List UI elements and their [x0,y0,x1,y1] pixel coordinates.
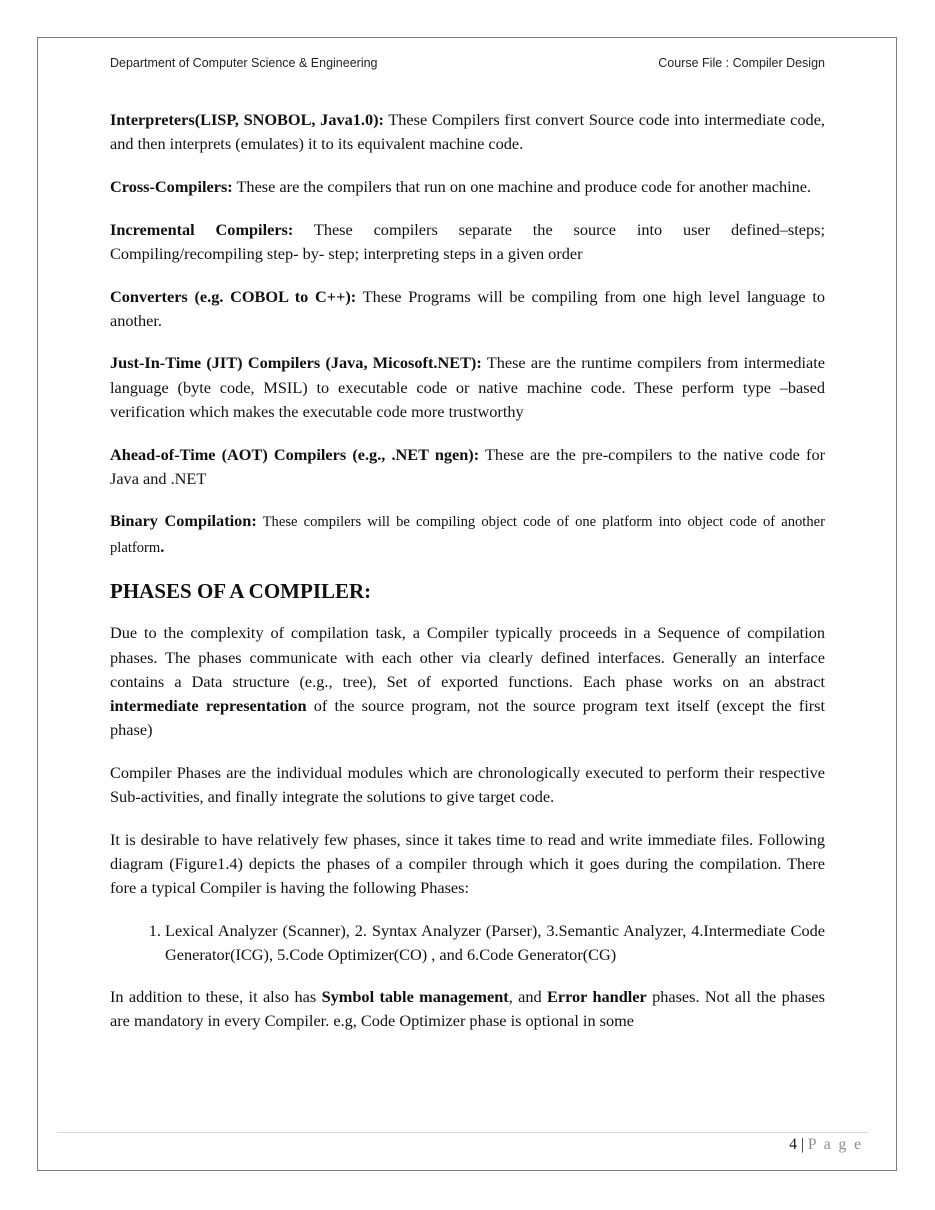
paragraph-additional [110,985,825,1033]
additional-bold-error-handler: Error handler [547,987,647,1007]
phases-intro-part1: Due to the complexity of compilation task, a Compiler typically proceeds in a Sequence of compilation phases. The phases communicate with each other via clearly defined interfaces. Generally an interface contains a Data structure (e.g., tree), Set of exported functions. Each phase works on an abstract [110,623,825,691]
text-interpreters: These Compilers first convert Source code into intermediate code, and then interprets (emulates) it to its equivalent machine code. [110,110,825,154]
page-number [789,1136,863,1154]
additional-bold-symbol-table: Symbol table management [321,987,509,1007]
paragraph-phases-definition: Compiler Phases are the individual modules which are chronologically executed to perform their respective Sub-activities, and finally integrate the solutions to give target code. [110,762,825,807]
footer-divider [57,1132,869,1133]
additional-part3: phases. Not all the phases are mandatory in every Compiler. e.g, Code Optimizer phase is optional in some [110,987,825,1031]
text-jit-compilers: These are the runtime compilers from intermediate language (byte code, MSIL) to executable code or native machine code. These perform type –based verification which makes the executable code more trustworthy [110,353,825,421]
phases-intro-part2: of the source program, not the source program text itself (except the first phase) [110,695,825,740]
page-content [110,108,825,1052]
phases-intro-bold: intermediate representation [110,695,307,715]
page-number-separator: | [796,1136,808,1153]
paragraph-incremental-compilers [110,218,825,266]
paragraph-converters [110,285,825,333]
text-aot-compilers: These are the pre-compilers to the native code for Java and .NET [110,444,826,488]
term-converters: Converters (e.g. COBOL to C++): [110,286,357,306]
additional-part1: In addition to these, it also has [110,987,322,1007]
paragraph-phases-few: It is desirable to have relatively few phases, since it takes time to read and write immediate files. Following diagram (Figure1.4) depicts the phases of a compiler through which it goes during the compilation. There fore a typical Compiler is having the following Phases: [110,829,825,898]
paragraph-phases-intro [110,621,825,742]
section-heading-phases: PHASES OF A COMPILER: [110,579,372,604]
term-interpreters: Interpreters(LISP, SNOBOL, Java1.0): [110,110,384,129]
paragraph-jit-compilers [110,351,825,424]
term-incremental-compilers: Incremental Compilers: [110,219,294,239]
paragraph-cross-compilers [110,175,825,199]
text-cross-compilers: These are the compilers that run on one machine and produce code for another machine. [232,176,812,196]
text-binary-compilation: These compilers will be compiling object code of one platform into object code of another platform [110,514,825,556]
header-department: Department of Computer Science & Engineering [110,56,378,70]
term-cross-compilers: Cross-Compilers: [110,176,233,196]
list-item: 1. Lexical Analyzer (Scanner), 2. Syntax Analyzer (Parser), 3.Semantic Analyzer, 4.Intermediate Code Generator(ICG), 5.Code Optimizer(CO) , and 6.Code Generator(CG) [165,919,825,967]
binary-compilation-end: . [160,536,165,556]
phases-list [110,919,825,967]
term-aot-compilers: Ahead-of-Time (AOT) Compilers (e.g., .NET ngen): [110,444,480,464]
paragraph-binary-compilation [110,509,825,559]
additional-part2: , and [508,987,547,1007]
text-incremental-compilers: These compilers separate the source into user defined–steps; Compiling/recompiling step- by- step; interpreting steps in a given order [110,219,825,263]
page-label: P a g e [807,1136,863,1153]
term-binary-compilation: Binary Compilation: [110,511,257,531]
header-course-file: Course File : Compiler Design [658,56,825,70]
paragraph-interpreters [110,108,825,156]
term-jit-compilers: Just-In-Time (JIT) Compilers (Java, Micosoft.NET): [110,353,482,373]
text-converters: These Programs will be compiling from one high level language to another. [110,286,826,330]
page-number-value: 4 [789,1136,797,1153]
paragraph-aot-compilers [110,443,825,491]
